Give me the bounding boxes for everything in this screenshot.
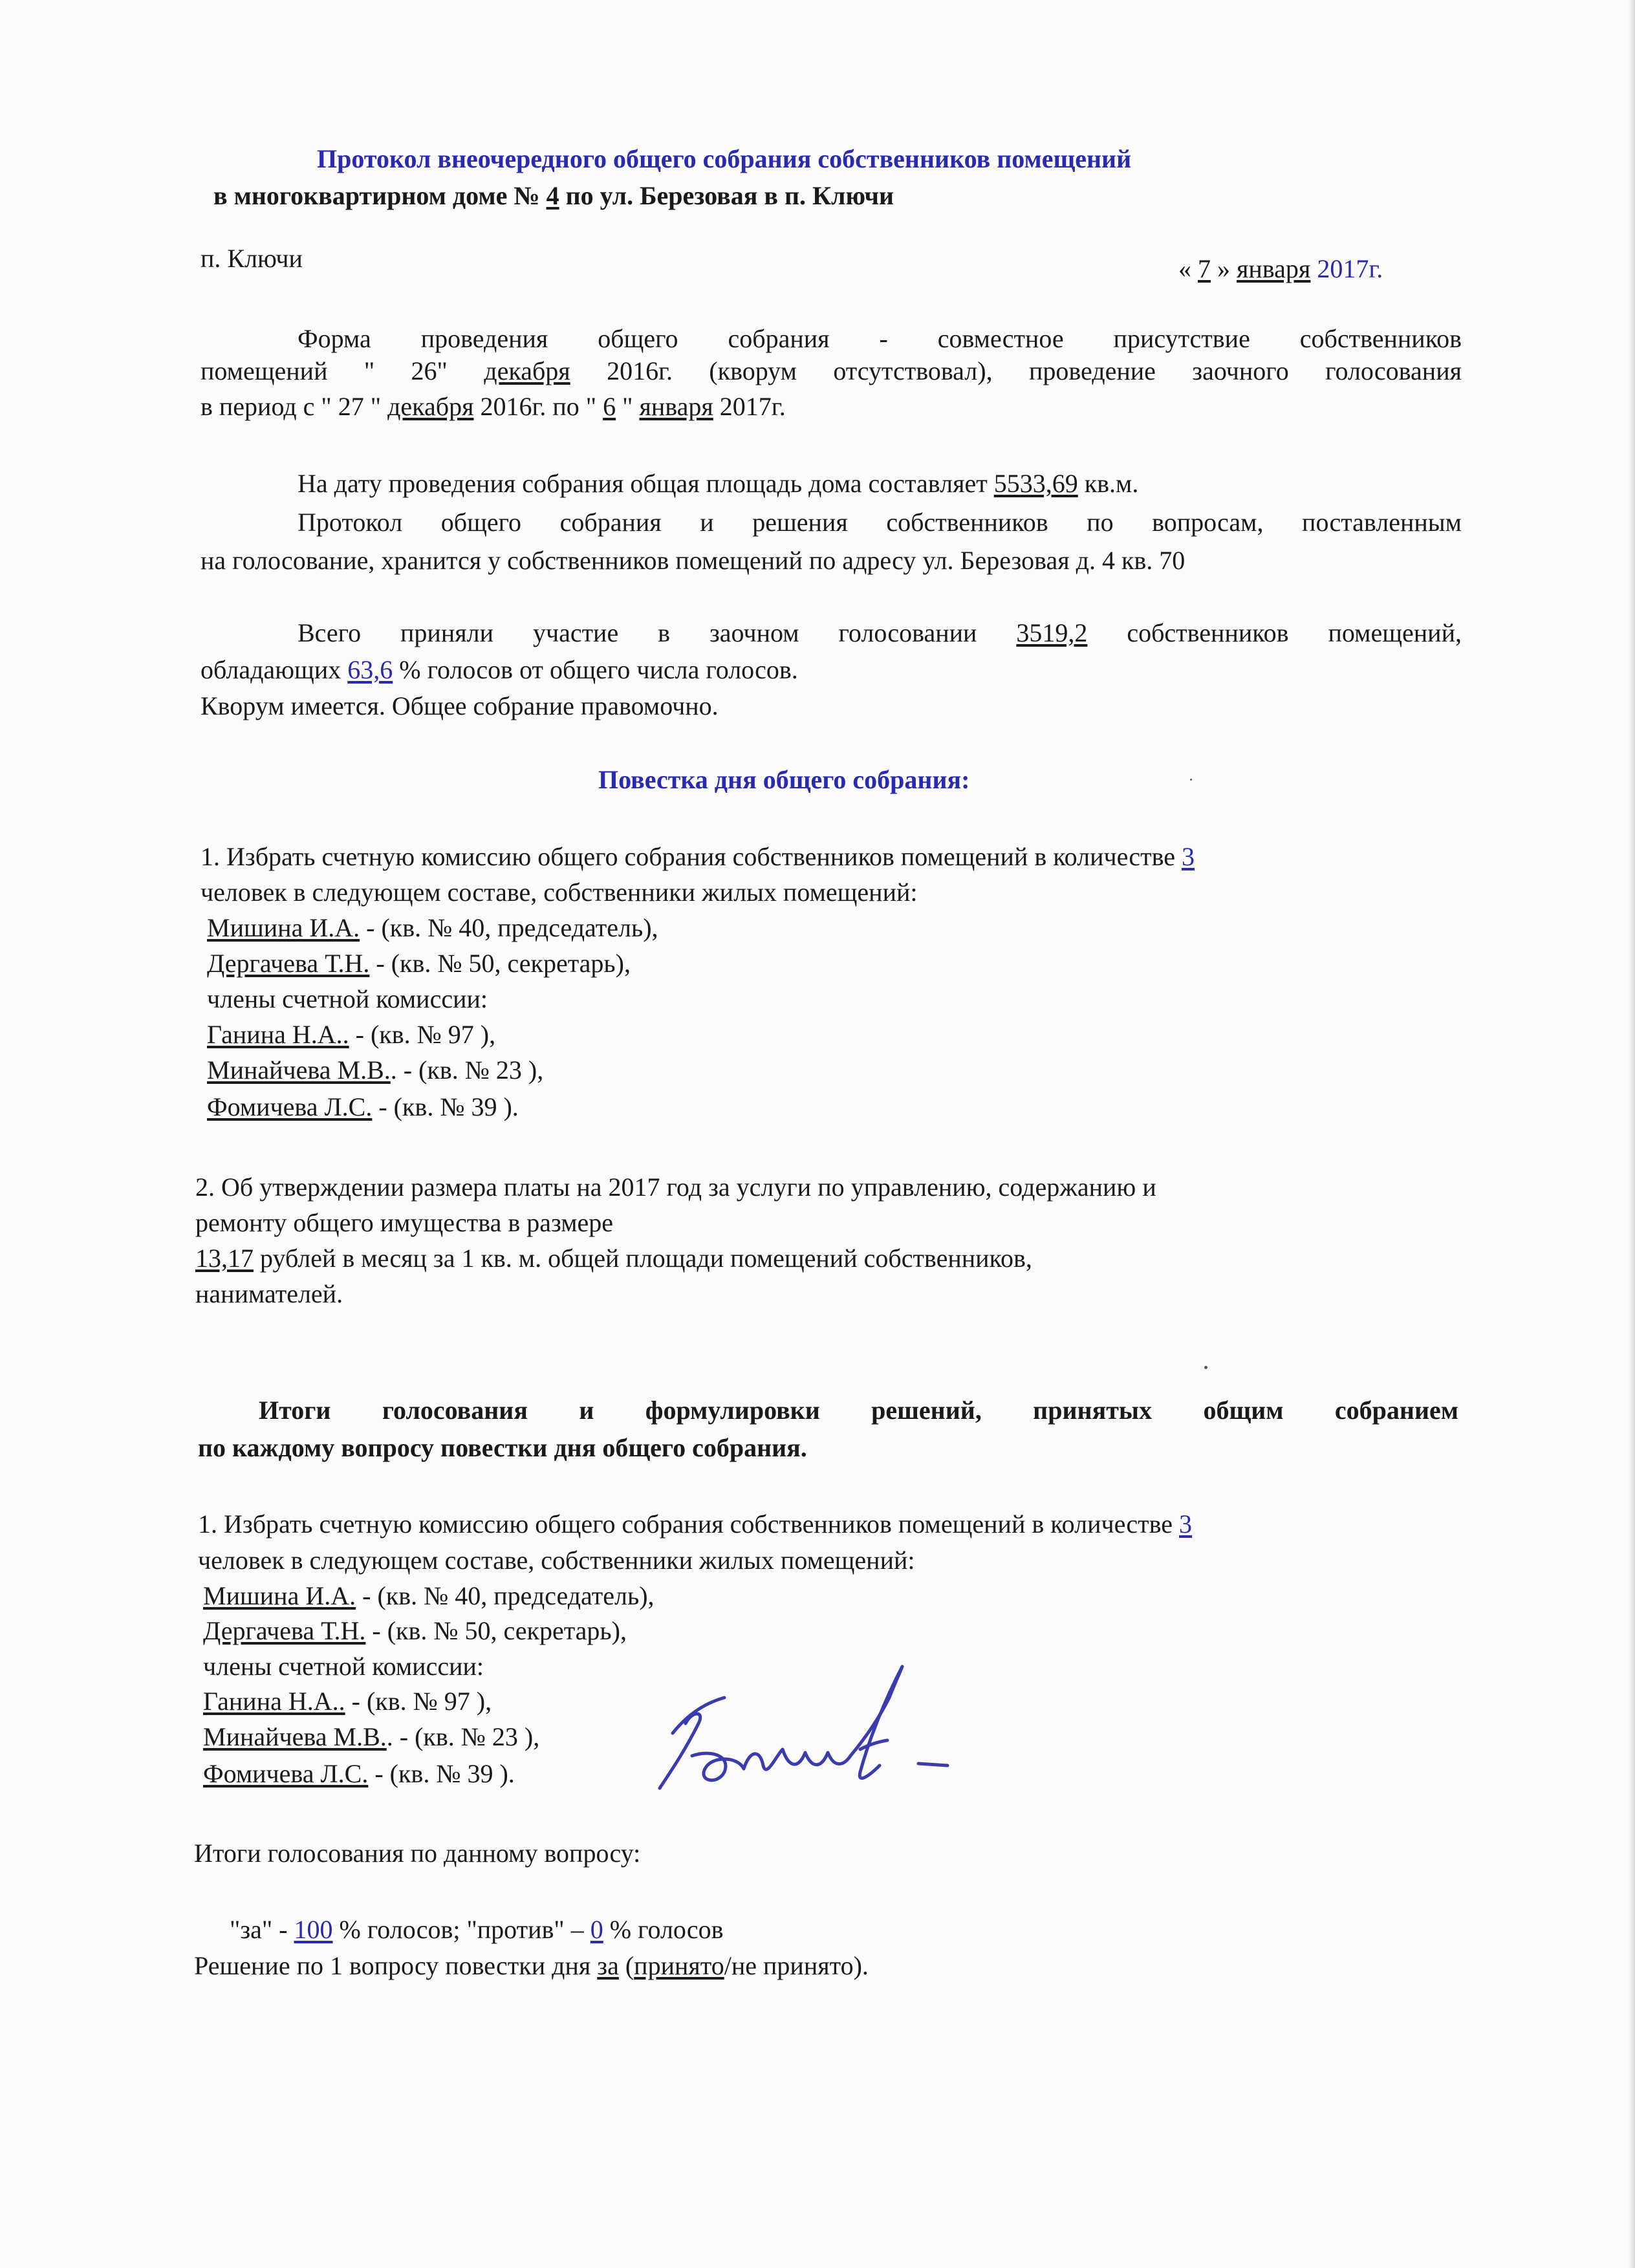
place: п. Ключи: [200, 244, 303, 273]
handwritten-signature: [647, 1659, 964, 1808]
results-member: Дергачева Т.Н. - (кв. № 50, секретарь),: [203, 1616, 627, 1645]
agenda-member: Дергачева Т.Н. - (кв. № 50, секретарь),: [207, 949, 631, 978]
agenda-item1-line1: 1. Избрать счетную комиссию общего собрания собственников помещений в количестве 3: [200, 842, 1195, 871]
participation-line-2: обладающих 63,6 % голосов от общего числа голосов.: [200, 655, 798, 684]
scan-speck: [1204, 1366, 1207, 1369]
form-line-1: Форма проведения общего собрания - совместное присутствие собственников: [298, 324, 1462, 353]
scan-speck: [1190, 779, 1192, 781]
agenda-heading: Повестка дня общего собрания:: [598, 765, 970, 794]
results-item1-line1: 1. Избрать счетную комиссию общего собрания собственников помещений в количестве 3: [198, 1509, 1192, 1539]
results-member: Фомичева Л.С. - (кв. № 39 ).: [203, 1759, 515, 1788]
agenda-member: Фомичева Л.С. - (кв. № 39 ).: [207, 1092, 519, 1121]
vote-results-line: "за" - 100 % голосов; "против" – 0 % голосов: [230, 1915, 724, 1944]
agenda-item2-line3: 13,17 рублей в месяц за 1 кв. м. общей площади помещений собственников,: [195, 1244, 1032, 1273]
results-heading-line1: Итоги голосования и формулировки решений, принятых общим собранием: [259, 1396, 1458, 1425]
agenda-member-group-label: члены счетной комиссии:: [207, 984, 488, 1013]
results-member: Ганина Н.А.. - (кв. № 97 ),: [203, 1687, 492, 1716]
document-title-line1: Протокол внеочередного общего собрания собственников помещений: [317, 144, 1132, 173]
house-number: 4: [546, 181, 559, 210]
area-line-1: На дату проведения собрания общая площадь дома составляет 5533,69 кв.м.: [298, 469, 1139, 498]
area-line-2: Протокол общего собрания и решения собственников по вопросам, поставленным: [298, 508, 1462, 537]
results-member-group-label: члены счетной комиссии:: [203, 1652, 484, 1681]
house-area-value: 5533,69: [993, 469, 1078, 498]
results-heading-line2: по каждому вопросу повестки дня общего собрания.: [198, 1433, 807, 1462]
quorum-statement: Кворум имеется. Общее собрание правомочно.: [200, 691, 719, 720]
results-member: Минайчева М.В.. - (кв. № 23 ),: [203, 1722, 540, 1751]
area-line-3: на голосование, хранится у собственников помещений по адресу ул. Березовая д. 4 кв. 70: [200, 546, 1186, 575]
scan-edge-shadow: [1629, 0, 1635, 2268]
results-member: Мишина И.А. - (кв. № 40, председатель),: [203, 1581, 655, 1610]
decision-line: Решение по 1 вопросу повестки дня за (принято/не принято).: [194, 1951, 869, 1980]
document-date: « 7 » января 2017г.: [1178, 254, 1383, 283]
agenda-item2-line4: нанимателей.: [195, 1279, 343, 1308]
participation-line-1: Всего приняли участие в заочном голосовании 3519,2 собственников помещений,: [298, 618, 1462, 647]
agenda-member: Ганина Н.А.. - (кв. № 97 ),: [207, 1020, 496, 1049]
agenda-item2-line2: ремонту общего имущества в размере: [195, 1208, 614, 1237]
agenda-item2-line1: 2. Об утверждении размера платы на 2017 год за услуги по управлению, содержанию и: [195, 1172, 1156, 1202]
vote-results-heading: Итоги голосования по данному вопросу:: [194, 1839, 641, 1868]
results-item1-line2: человек в следующем составе, собственники жилых помещений:: [198, 1546, 915, 1575]
agenda-member: Минайчева М.В.. - (кв. № 23 ),: [207, 1055, 544, 1085]
form-line-2: помещений " 26" декабря 2016г. (кворум отсутствовал), проведение заочного голосования: [200, 356, 1462, 385]
document-title-line2: в многоквартирном доме № 4 по ул. Березовая в п. Ключи: [213, 181, 894, 210]
form-line-3: в период с " 27 " декабря 2016г. по " 6 " января 2017г.: [200, 392, 786, 421]
agenda-item1-line2: человек в следующем составе, собственники жилых помещений:: [200, 878, 918, 907]
agenda-member: Мишина И.А. - (кв. № 40, председатель),: [207, 913, 658, 942]
